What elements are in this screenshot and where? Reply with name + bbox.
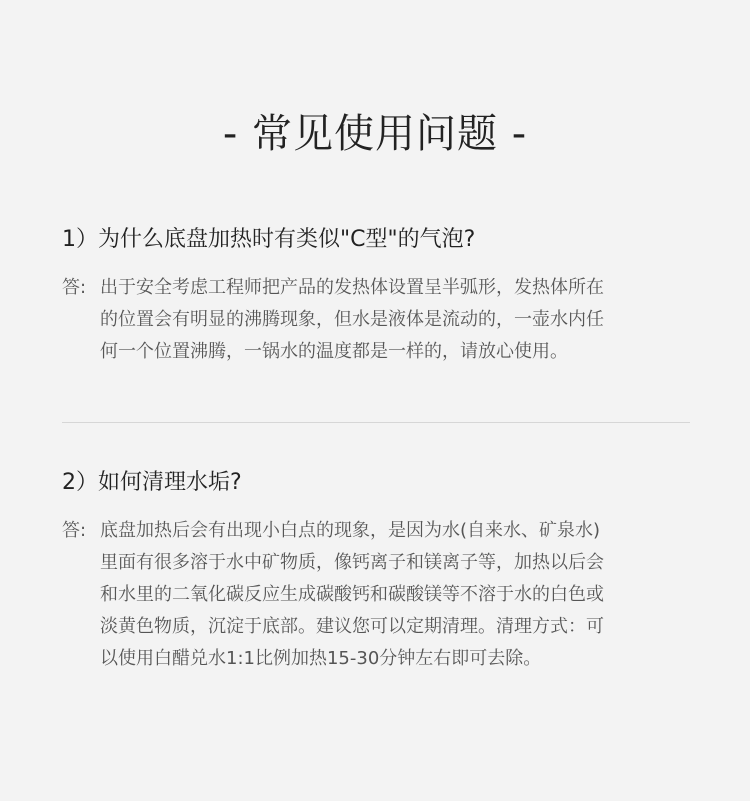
answer-2-line-4: 淡黄色物质，沉淀于底部。建议您可以定期清理。清理方式：可 — [100, 616, 604, 637]
faq-item-2 — [62, 465, 692, 675]
answer-1-line-3: 何一个位置沸腾，一锅水的温度都是一样的，请放心使用。 — [100, 341, 568, 362]
answer-label-2: 答: — [62, 520, 87, 541]
section-divider — [62, 422, 690, 423]
page-title: - 常见使用问题 - — [222, 111, 528, 157]
answer-label-1: 答: — [62, 277, 87, 298]
faq-answer-2 — [62, 515, 692, 675]
faq-answer-1 — [62, 272, 692, 368]
answer-2-line-3: 和水里的二氧化碳反应生成碳酸钙和碳酸镁等不溶于水的白色或 — [100, 584, 604, 605]
answer-1-line-1: 出于安全考虑工程师把产品的发热体设置呈半弧形，发热体所在 — [100, 277, 604, 298]
answer-2-line-1: 底盘加热后会有出现小白点的现象，是因为水(自来水、矿泉水) — [100, 520, 601, 541]
faq-question-2: 2）如何清理水垢? — [62, 470, 242, 495]
faq-question-1: 1）为什么底盘加热时有类似"C型"的气泡? — [62, 227, 476, 252]
answer-1-line-2: 的位置会有明显的沸腾现象，但水是液体是流动的，一壶水内任 — [100, 309, 604, 330]
answer-2-line-2: 里面有很多溶于水中矿物质，像钙离子和镁离子等，加热以后会 — [100, 552, 604, 573]
answer-2-line-5: 以使用白醋兑水1:1比例加热15-30分钟左右即可去除。 — [100, 648, 542, 669]
faq-item-1 — [62, 222, 692, 368]
